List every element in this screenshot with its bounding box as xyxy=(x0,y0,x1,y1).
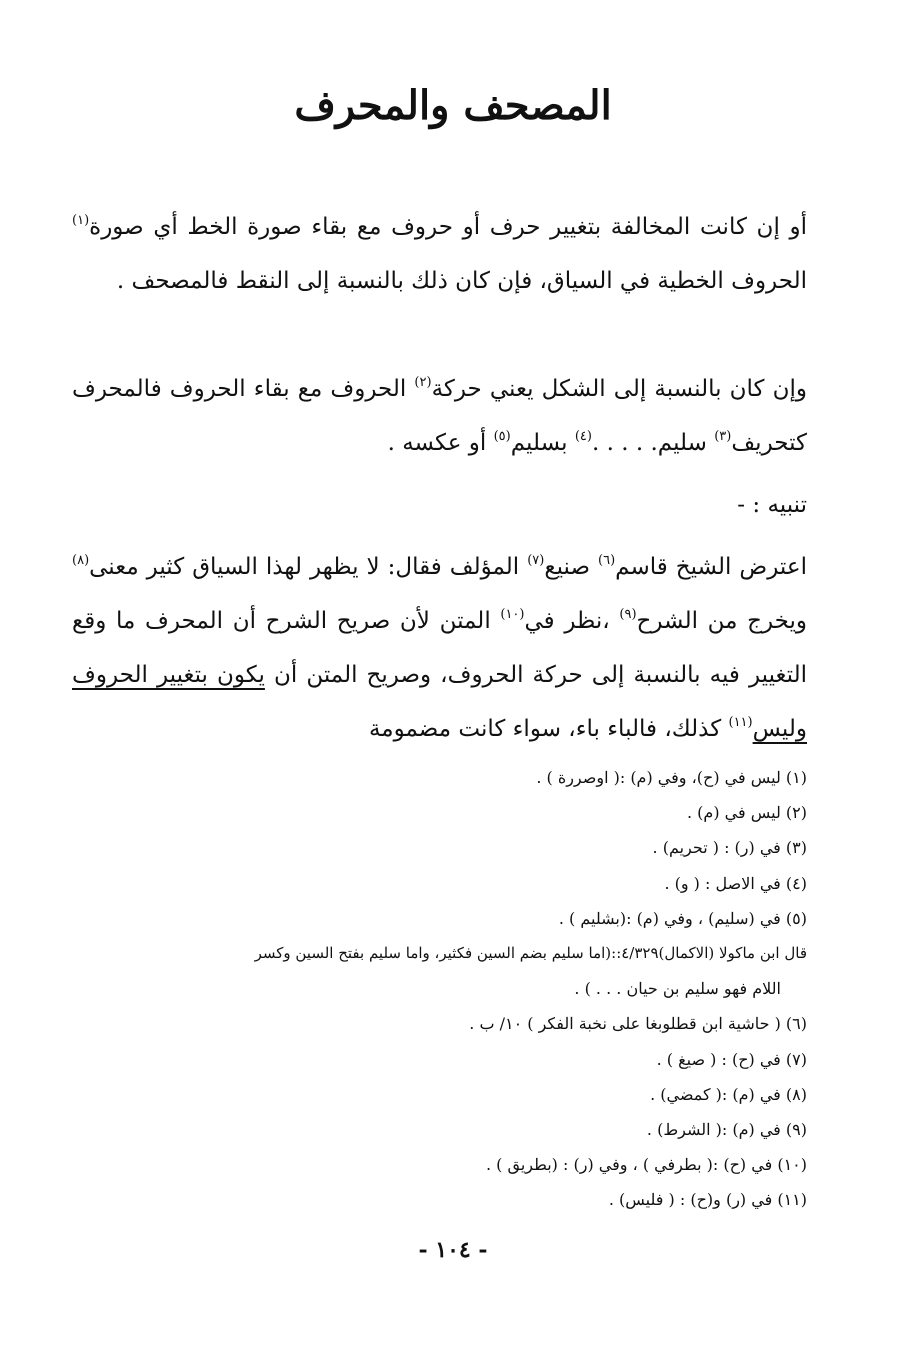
text-segment: تنبيه : - xyxy=(737,492,807,518)
text-segment: المؤلف فقال: لا يظهر لهذا السياق كثير معنى xyxy=(89,554,528,580)
text-segment: أو عكسه . xyxy=(387,430,494,456)
text-segment: صنيع xyxy=(544,554,598,580)
footnote-item: (١١) في (ر) و(ح) : ( فليس) . xyxy=(608,1190,807,1210)
footnote-marker: (٢) xyxy=(414,375,432,390)
footnote-marker: (٨) xyxy=(72,553,90,568)
text-segment: الحروف مع بقاء الحروف فالمحرف كتحريف xyxy=(72,376,807,456)
text-segment: بسليم xyxy=(510,430,575,456)
footnote-marker: (١٠) xyxy=(500,607,525,622)
paragraph-4 xyxy=(72,540,807,756)
footnote-marker: (٩) xyxy=(619,607,637,622)
footnote-marker: (٧) xyxy=(527,553,545,568)
underlined-text: يكون بتغيير الحروف وليس xyxy=(72,662,807,742)
text-segment: اعترض الشيخ قاسم xyxy=(615,554,807,580)
footnote-marker: (٤) xyxy=(574,429,592,444)
footnote-item: (١٠) في (ح) :( بطرفي ) ، وفي (ر) : (بطريق ) . xyxy=(485,1155,807,1175)
footnote-item: (٦) ( حاشية ابن قطلوبغا على نخبة الفكر ) ١٠/ ب . xyxy=(469,1014,807,1034)
text-segment: المتن لأن صريح الشرح أن المحرف ما وقع التغيير فيه بالنسبة إلى حركة الحروف، وصريح المتن أن xyxy=(72,608,807,688)
page-title: المصحف والمحرف xyxy=(294,82,612,129)
footnotes-list xyxy=(72,760,807,1218)
page-number: - ١٠٤ - xyxy=(418,1237,488,1263)
paragraph-2 xyxy=(72,362,807,470)
text-segment: سليم. . . . . xyxy=(591,430,715,456)
footnote-marker: (١) xyxy=(72,213,90,228)
footnote-item: اللام فهو سليم بن حيان . . . ) . xyxy=(574,979,781,999)
text-segment: الحروف الخطية في السياق، فإن كان ذلك بالنسبة إلى النقط فالمصحف . xyxy=(116,268,807,294)
footnote-item: (٣) في (ر) : ( تحريم) . xyxy=(652,838,807,858)
footnote-item: (٩) في (م) :( الشرط) . xyxy=(646,1120,807,1140)
footnote-marker: (٦) xyxy=(598,553,616,568)
footnote-item: (٤) في الاصل : ( و) . xyxy=(664,873,807,893)
footnote-item: (٥) في (سليم) ، وفي (م) :(بشليم ) . xyxy=(558,908,807,928)
text-segment: ويخرج من الشرح xyxy=(636,608,808,634)
footnote-marker: (٣) xyxy=(714,429,732,444)
footnote-item: قال ابن ماكولا (الاكمال)٤/٣٢٩::(اما سليم بضم السين فكثير، واما سليم بفتح السين وكسر xyxy=(254,944,807,963)
footnote-item: (٧) في (ح) : ( صيغ ) . xyxy=(656,1049,807,1069)
footnote-item: (٨) في (م) :( كمضي) . xyxy=(650,1084,807,1104)
text-segment: وإن كان بالنسبة إلى الشكل يعني حركة xyxy=(431,376,807,402)
text-segment: ،نظر في xyxy=(524,608,620,634)
text-segment: أو إن كانت المخالفة بتغيير حرف أو حروف مع بقاء صورة الخط أي صورة xyxy=(89,214,807,240)
footnote-item: (٢) ليس في (م) . xyxy=(687,803,807,823)
footnote-marker: (١١) xyxy=(728,715,753,730)
footnote-item: (١) ليس في (ح)، وفي (م) :( اوصررة ) . xyxy=(536,768,807,787)
text-segment: كذلك، فالباء باء، سواء كانت مضمومة xyxy=(368,716,729,742)
paragraph-1 xyxy=(72,200,807,308)
footnote-marker: (٥) xyxy=(493,429,511,444)
paragraph-3-notice xyxy=(72,478,807,532)
